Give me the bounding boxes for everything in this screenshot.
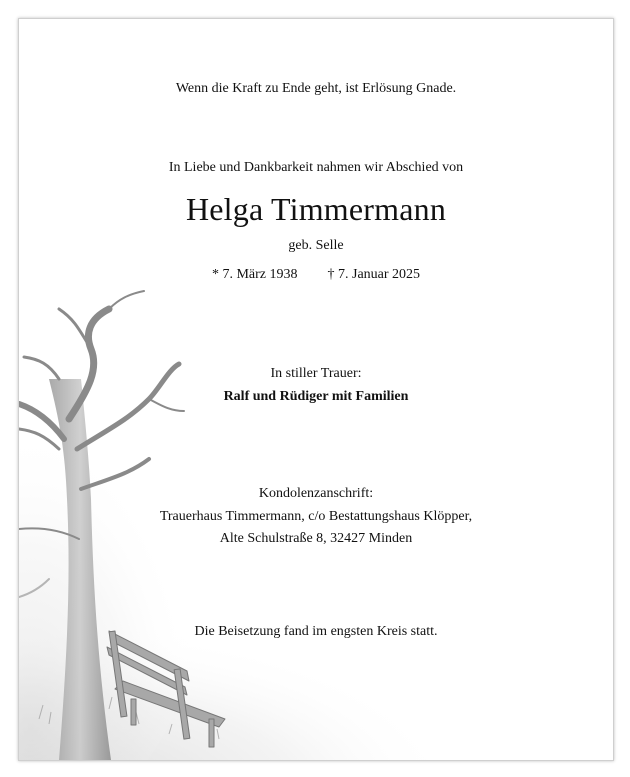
burial-note: Die Beisetzung fand im engsten Kreis statt. <box>194 624 438 639</box>
birth-name: geb. Selle <box>288 238 344 253</box>
death-date: † 7. Januar 2025 <box>327 267 421 282</box>
motto: Wenn die Kraft zu Ende geht, ist Erlösung Gnade. <box>175 81 457 96</box>
deceased-name: Helga Timmermann <box>185 191 447 227</box>
condolence-label: Kondolenzanschrift: <box>258 486 374 501</box>
mourners: Ralf und Rüdiger mit Familien <box>223 389 409 404</box>
intro-text: In Liebe und Dankbarkeit nahmen wir Abschied von <box>168 160 464 175</box>
obituary-card <box>18 18 614 761</box>
birth-date: * 7. März 1938 <box>211 267 298 282</box>
condolence-address-line1: Trauerhaus Timmermann, c/o Bestattungshaus Klöpper, <box>159 509 473 524</box>
life-dates <box>19 267 613 283</box>
mourning-label: In stiller Trauer: <box>270 366 362 381</box>
condolence-address-line2: Alte Schulstraße 8, 32427 Minden <box>219 531 413 546</box>
